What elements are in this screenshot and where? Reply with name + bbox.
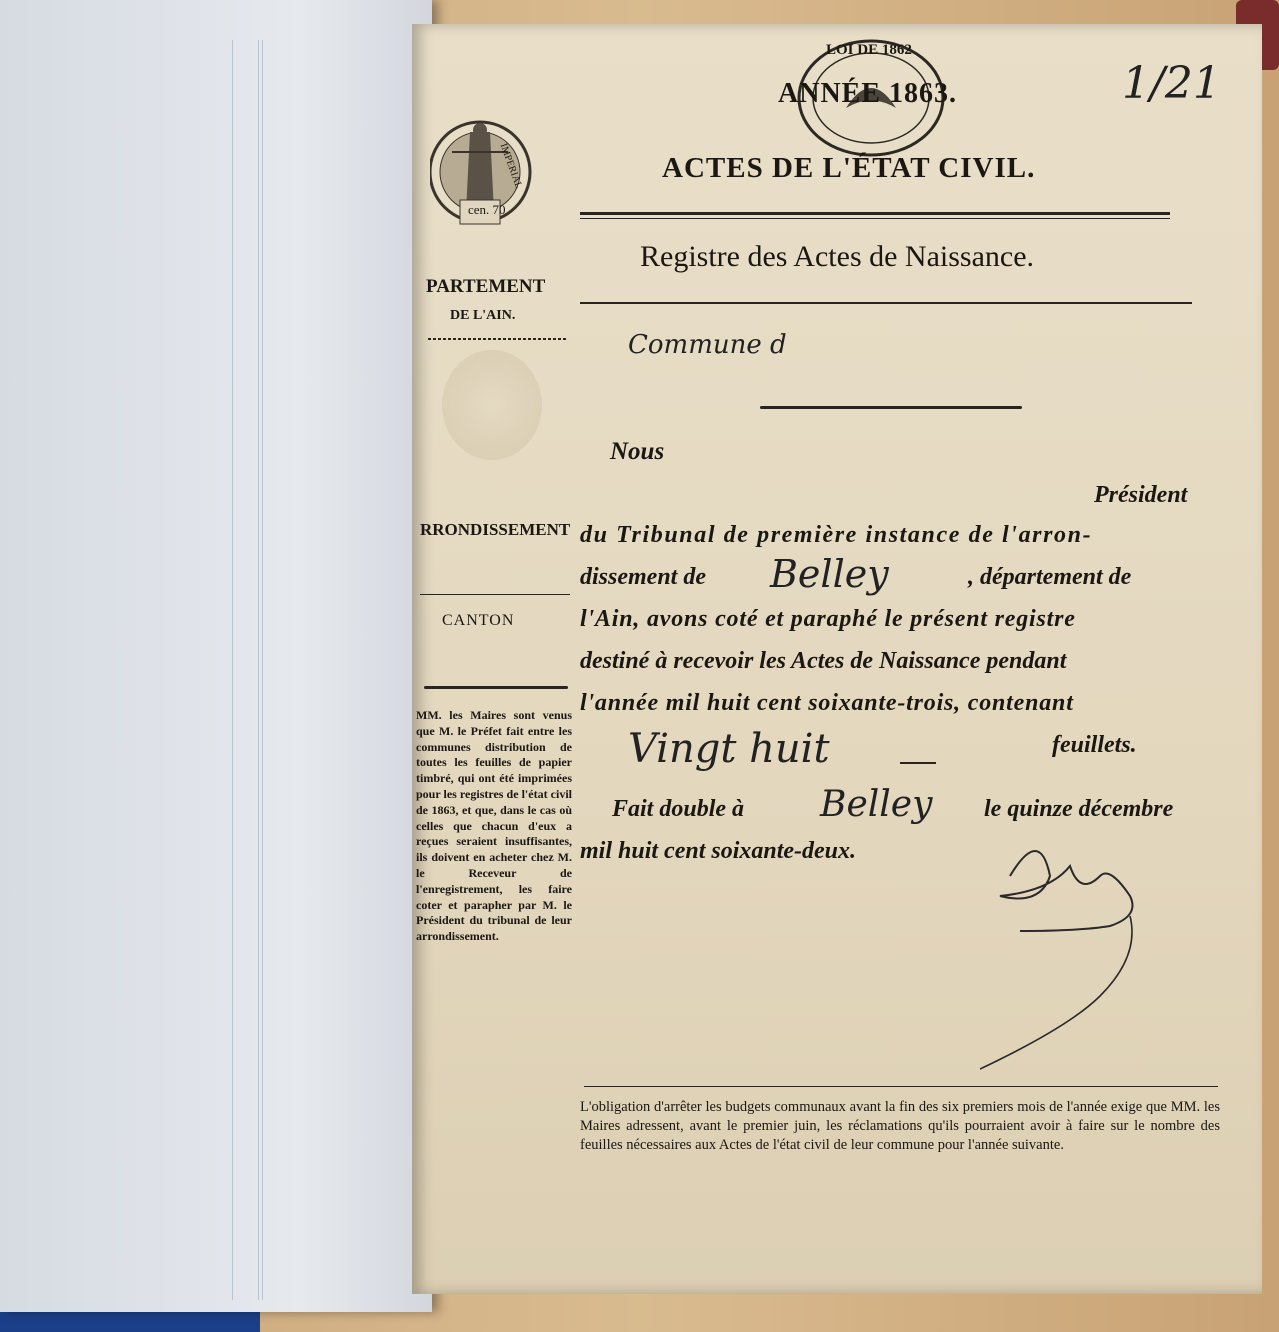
handwritten-belley-1: Belley	[770, 552, 889, 596]
commune-label: Commune d	[628, 330, 787, 360]
arrondissement-label: RRONDISSEMENT	[420, 520, 571, 539]
count-underline	[900, 762, 936, 764]
nous-label: Nous	[610, 438, 665, 465]
body-line-6b: feuillets.	[1052, 732, 1137, 758]
body-line-2b: , département de	[968, 564, 1132, 590]
left-blank-page	[0, 0, 432, 1312]
signature-drawing	[980, 836, 1160, 1096]
sidebar-rule-3	[424, 686, 568, 689]
document-title: ACTES DE L'ÉTAT CIVIL.	[662, 152, 1036, 184]
register-rule	[580, 302, 1192, 304]
body-line-8: mil huit cent soixante-deux.	[580, 838, 857, 864]
title-rule-thin	[580, 218, 1170, 219]
sidebar-note: MM. les Maires sont venus que M. le Préfet fait entre les communes distribution de toutes les feuilles de papier timbré, qui ont été imprimées pour les registres de l'état civil de 1863, et que, dans le cas où celles que chacun d'eux a reçues seraient insuffisantes, ils doivent en acheter chez M. le Receveur de l'enregistrement, les faire coter et parapher par M. le Président du tribunal de leur arrondissement.	[416, 708, 572, 944]
tax-stamp-value: cen. 70	[468, 202, 506, 217]
handwritten-belley-2: Belley	[820, 784, 933, 825]
body-line-4: destiné à recevoir les Actes de Naissance pendant	[580, 648, 1067, 674]
embossed-seal	[442, 350, 542, 460]
sidebar-rule-1	[428, 338, 568, 340]
title-rule-thick	[580, 212, 1170, 215]
president-label: Président	[1094, 482, 1188, 508]
handwritten-count: Vingt huit	[628, 726, 830, 772]
register-title: Registre des Actes de Naissance.	[640, 240, 1035, 273]
year-heading: ANNÉE 1863.	[778, 78, 958, 109]
body-line-7a: Fait double à	[612, 796, 745, 822]
ornament-rule	[760, 406, 1022, 409]
body-line-7b: le quinze décembre	[984, 796, 1174, 822]
tax-stamp	[430, 102, 534, 244]
body-line-5: l'année mil huit cent soixante-trois, contenant	[580, 690, 1074, 716]
footnote-text: L'obligation d'arrêter les budgets communaux avant la fin des six premiers mois de l'année exige que MM. les Maires adressent, avant le premier juin, les réclamations qu'ils pourraient avoir à faire sur le nombre des feuilles nécessaires aux Actes de l'état civil de leur commune pour l'année suivante.	[580, 1099, 1220, 1153]
canton-label: CANTON	[442, 612, 515, 629]
page-mark: 1/21	[1122, 58, 1221, 109]
footnote-rule	[584, 1086, 1218, 1087]
sidebar-rule-2	[420, 594, 570, 595]
tax-stamp-imperial: IMPERIAL	[497, 142, 525, 191]
departement-label: PARTEMENT	[426, 276, 546, 297]
seal-stamp-text: LOI DE 1862	[826, 42, 912, 58]
body-line-3: l'Ain, avons coté et paraphé le présent registre	[580, 606, 1076, 632]
body-line-1: du Tribunal de première instance de l'arron-	[580, 522, 1093, 548]
body-line-2a: dissement de	[580, 564, 706, 590]
departement-name: DE L'AIN.	[450, 308, 516, 323]
